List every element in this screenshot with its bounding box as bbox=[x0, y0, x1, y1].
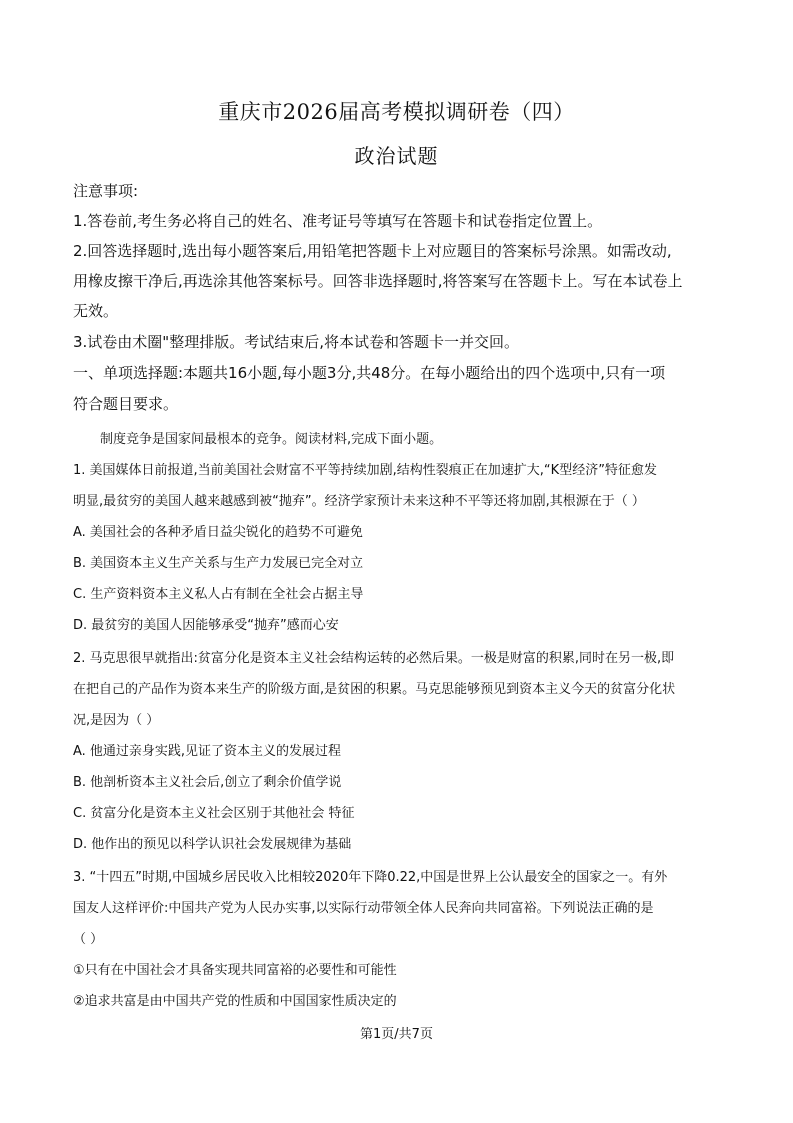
question-3-stem-line-1: 3. “十四五”时期,中国城乡居民收入比相较2020年下降0.22,中国是世界上公认最安全的国家之一。有外 bbox=[73, 870, 668, 885]
notes-item-1: 1.答卷前,考生务必将自己的姓名、准考证号等填写在答题卡和试卷指定位置上。 bbox=[73, 212, 603, 230]
notes-item-3: 3.试卷由术圈"整理排版。考试结束后,将本试卷和答题卡一并交回。 bbox=[73, 333, 519, 351]
exam-subtitle: 政治试题 bbox=[354, 144, 439, 168]
question-3-stem-line-3: （ ） bbox=[73, 932, 104, 947]
question-3-statement-1: ①只有在中国社会才具备实现共同富裕的必要性和可能性 bbox=[73, 963, 397, 978]
question-1-stem-line-2: 明显,最贫穷的美国人越来越感到被“抛弃”。经济学家预计未来这种不平等还将加剧,其根源在于（ ） bbox=[73, 494, 645, 509]
question-3-statement-2: ②追求共富是由中国共产党的性质和中国国家性质决定的 bbox=[73, 994, 397, 1009]
question-2-option-b: B. 他剖析资本主义社会后,创立了剩余价值学说 bbox=[73, 775, 342, 790]
exam-title: 重庆市2026届高考模拟调研卷（四） bbox=[218, 100, 575, 124]
question-1-option-d: D. 最贫穷的美国人因能够承受“抛弃”感而心安 bbox=[73, 618, 339, 633]
question-1-stem-line-1: 1. 美国媒体日前报道,当前美国社会财富不平等持续加剧,结构性裂痕正在加速扩大,“K型经济”特征愈发 bbox=[73, 463, 657, 478]
notes-heading: 注意事项: bbox=[73, 182, 139, 200]
question-2-option-d: D. 他作出的预见以科学认识社会发展规律为基础 bbox=[73, 837, 352, 852]
question-1-option-c: C. 生产资料资本主义私人占有制在全社会占据主导 bbox=[73, 587, 364, 602]
section-heading-line-2: 符合题目要求。 bbox=[73, 395, 179, 413]
notes-item-2-line-1: 2.回答选择题时,选出每小题答案后,用铅笔把答题卡上对应题目的答案标号涂黑。如需改动, bbox=[73, 242, 672, 260]
material-intro: 制度竞争是国家间最根本的竞争。阅读材料,完成下面小题。 bbox=[100, 432, 443, 447]
question-3-stem-line-2: 国友人这样评价:中国共产党为人民办实事,以实际行动带领全体人民奔向共同富裕。下列说法正确的是 bbox=[73, 901, 654, 916]
question-1-option-b: B. 美国资本主义生产关系与生产力发展已完全对立 bbox=[73, 556, 364, 571]
question-2-stem-line-2: 在把自己的产品作为资本来生产的阶级方面,是贫困的积累。马克思能够预见到资本主义今天的贫富分化状 bbox=[73, 682, 676, 697]
question-2-stem-line-1: 2. 马克思很早就指出:贫富分化是资本主义社会结构运转的必然后果。一极是财富的积累,同时在另一极,即 bbox=[73, 651, 675, 666]
question-2-option-a: A. 他通过亲身实践,见证了资本主义的发展过程 bbox=[73, 744, 342, 759]
question-2-option-c: C. 贫富分化是资本主义社会区别于其他社会 特征 bbox=[73, 806, 355, 821]
section-heading-line-1: 一、单项选择题:本题共16小题,每小题3分,共48分。在每小题给出的四个选项中,只有一项 bbox=[73, 364, 666, 382]
notes-item-2-line-2: 用橡皮擦干净后,再选涂其他答案标号。回答非选择题时,将答案写在答题卡上。写在本试卷上 bbox=[73, 272, 683, 290]
question-2-stem-line-3: 况,是因为（ ） bbox=[73, 713, 160, 728]
notes-item-2-line-3: 无效。 bbox=[73, 302, 119, 320]
question-1-option-a: A. 美国社会的各种矛盾日益尖锐化的趋势不可避免 bbox=[73, 525, 363, 540]
page-number: 第1页/共7页 bbox=[360, 1027, 433, 1042]
